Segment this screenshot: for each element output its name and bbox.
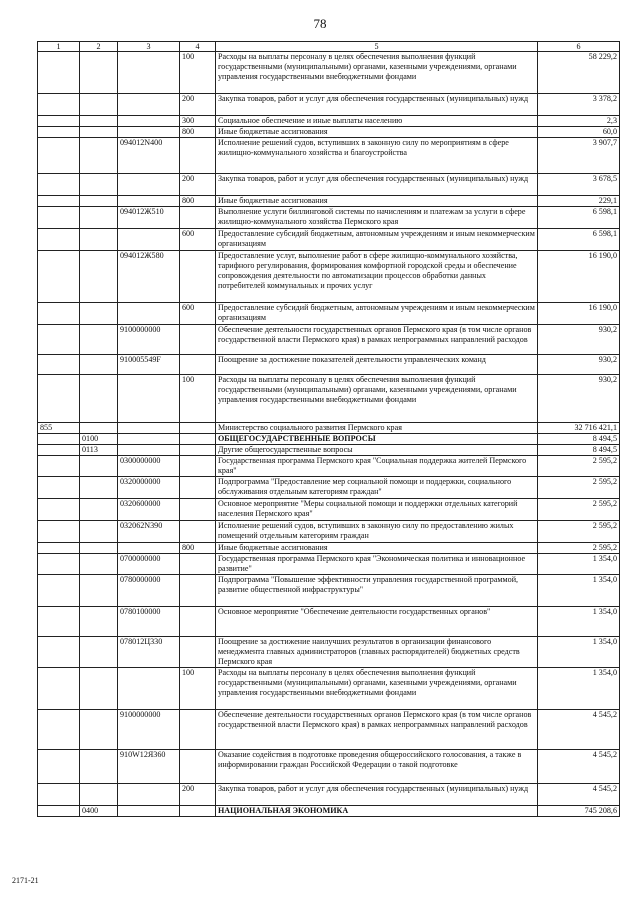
- cell-c4: [180, 477, 216, 499]
- cell-c5: Расходы на выплаты персоналу в целях обеспечения выполнения функций государственными (муниципальными) органами, казенными учреждениями, органами управления государственными внебюджетными фондами: [216, 375, 538, 423]
- table-row: [38, 575, 620, 607]
- cell-c2: [80, 207, 118, 229]
- table-row: [38, 138, 620, 174]
- cell-c5: Выполнение услуги биллинговой системы по начислениям и платежам за услуги в сфере жилищно-коммунального хозяйства Пермского края: [216, 207, 538, 229]
- cell-c4: 600: [180, 229, 216, 251]
- cell-c3: 032062N390: [118, 521, 180, 543]
- table-row: [38, 477, 620, 499]
- cell-c3: [118, 423, 180, 434]
- cell-c4: 600: [180, 303, 216, 325]
- cell-c5: Министерство социального развития Пермского края: [216, 423, 538, 434]
- cell-c6: 2,3: [538, 116, 620, 127]
- cell-c4: [180, 521, 216, 543]
- cell-c6: 3 678,5: [538, 174, 620, 196]
- cell-c5: Государственная программа Пермского края "Экономическая политика и инновационное развитие": [216, 554, 538, 575]
- cell-c5: Закупка товаров, работ и услуг для обеспечения государственных (муниципальных) нужд: [216, 94, 538, 116]
- cell-c6: 2 595,2: [538, 477, 620, 499]
- cell-c2: [80, 127, 118, 138]
- column-header: 2: [80, 42, 118, 52]
- cell-c2: [80, 375, 118, 423]
- cell-c5: Оказание содействия в подготовке проведения общероссийского голосования, а также в информировании граждан Российской Федерации о такой подготовке: [216, 750, 538, 784]
- cell-c5: Иные бюджетные ассигнования: [216, 196, 538, 207]
- cell-c1: [38, 196, 80, 207]
- cell-c2: [80, 477, 118, 499]
- cell-c3: [118, 668, 180, 710]
- cell-c1: [38, 116, 80, 127]
- cell-c3: [118, 116, 180, 127]
- cell-c2: [80, 575, 118, 607]
- cell-c4: 800: [180, 127, 216, 138]
- table-row: [38, 196, 620, 207]
- cell-c6: 1 354,0: [538, 668, 620, 710]
- cell-c1: [38, 207, 80, 229]
- cell-c5: Закупка товаров, работ и услуг для обеспечения государственных (муниципальных) нужд: [216, 174, 538, 196]
- cell-c2: [80, 499, 118, 521]
- column-header: 4: [180, 42, 216, 52]
- cell-c5: Социальное обеспечение и иные выплаты населению: [216, 116, 538, 127]
- cell-c2: [80, 784, 118, 806]
- cell-c2: [80, 325, 118, 355]
- cell-c3: 0320600000: [118, 499, 180, 521]
- table-row: [38, 52, 620, 94]
- table-row: [38, 303, 620, 325]
- budget-table: [37, 41, 620, 817]
- cell-c5: Подпрограмма "Повышение эффективности управления государственной программой, развитие общественной инфраструктуры": [216, 575, 538, 607]
- column-header: 6: [538, 42, 620, 52]
- cell-c4: 300: [180, 116, 216, 127]
- page-number: 78: [313, 16, 327, 31]
- cell-c4: 200: [180, 94, 216, 116]
- cell-c4: 800: [180, 196, 216, 207]
- cell-c3: [118, 303, 180, 325]
- cell-c5: Иные бюджетные ассигнования: [216, 543, 538, 554]
- cell-c6: 3 907,7: [538, 138, 620, 174]
- table-row: [38, 456, 620, 477]
- cell-c2: [80, 251, 118, 303]
- cell-c6: 1 354,0: [538, 554, 620, 575]
- cell-c5: НАЦИОНАЛЬНАЯ ЭКОНОМИКА: [216, 806, 538, 817]
- cell-c6: 930,2: [538, 375, 620, 423]
- cell-c1: [38, 607, 80, 637]
- cell-c3: 0700000000: [118, 554, 180, 575]
- cell-c6: 4 545,2: [538, 750, 620, 784]
- cell-c2: [80, 607, 118, 637]
- cell-c1: [38, 375, 80, 423]
- header-row: [38, 42, 620, 52]
- cell-c1: [38, 138, 80, 174]
- cell-c3: 0780000000: [118, 575, 180, 607]
- cell-c1: [38, 806, 80, 817]
- cell-c4: [180, 355, 216, 375]
- cell-c1: [38, 52, 80, 94]
- cell-c4: [180, 251, 216, 303]
- cell-c4: [180, 554, 216, 575]
- cell-c6: 229,1: [538, 196, 620, 207]
- cell-c1: [38, 554, 80, 575]
- cell-c3: [118, 445, 180, 456]
- cell-c6: 16 190,0: [538, 251, 620, 303]
- cell-c5: ОБЩЕГОСУДАРСТВЕННЫЕ ВОПРОСЫ: [216, 434, 538, 445]
- cell-c1: [38, 325, 80, 355]
- cell-c4: [180, 806, 216, 817]
- cell-c2: [80, 196, 118, 207]
- cell-c3: 094012N400: [118, 138, 180, 174]
- cell-c2: [80, 456, 118, 477]
- cell-c5: Предоставление услуг, выполнение работ в сфере жилищно-коммунального хозяйства, тарифного регулирования, формирования комфортной городской среды и обеспечение сопровождения деятельности по автоматизации процессов обработки данных потребителей коммунальных и прочих услуг: [216, 251, 538, 303]
- table-row: [38, 94, 620, 116]
- cell-c1: [38, 637, 80, 668]
- cell-c4: 100: [180, 668, 216, 710]
- cell-c6: 2 595,2: [538, 543, 620, 554]
- cell-c6: 4 545,2: [538, 710, 620, 750]
- cell-c6: 4 545,2: [538, 784, 620, 806]
- cell-c3: 0300000000: [118, 456, 180, 477]
- cell-c1: [38, 499, 80, 521]
- table-row: [38, 423, 620, 434]
- table-row: [38, 750, 620, 784]
- cell-c4: [180, 423, 216, 434]
- cell-c2: [80, 710, 118, 750]
- cell-c2: [80, 174, 118, 196]
- table-row: [38, 445, 620, 456]
- cell-c2: [80, 423, 118, 434]
- cell-c3: 094012Ж580: [118, 251, 180, 303]
- cell-c3: [118, 375, 180, 423]
- cell-c6: 60,0: [538, 127, 620, 138]
- cell-c3: 910W12Я360: [118, 750, 180, 784]
- cell-c3: [118, 196, 180, 207]
- cell-c6: 1 354,0: [538, 607, 620, 637]
- cell-c6: 930,2: [538, 355, 620, 375]
- table-row: [38, 543, 620, 554]
- cell-c4: [180, 456, 216, 477]
- cell-c1: [38, 477, 80, 499]
- cell-c6: 2 595,2: [538, 456, 620, 477]
- cell-c2: [80, 543, 118, 554]
- cell-c3: 078012Ц330: [118, 637, 180, 668]
- cell-c6: 745 208,6: [538, 806, 620, 817]
- cell-c3: 0780100000: [118, 607, 180, 637]
- cell-c4: [180, 607, 216, 637]
- document-code: 2171-21: [12, 876, 39, 885]
- cell-c2: [80, 138, 118, 174]
- cell-c5: Другие общегосударственные вопросы: [216, 445, 538, 456]
- cell-c3: [118, 434, 180, 445]
- cell-c1: [38, 127, 80, 138]
- table-row: [38, 521, 620, 543]
- cell-c3: 094012Ж510: [118, 207, 180, 229]
- cell-c3: 0320000000: [118, 477, 180, 499]
- table-row: [38, 174, 620, 196]
- cell-c4: [180, 710, 216, 750]
- table-row: [38, 127, 620, 138]
- cell-c2: [80, 303, 118, 325]
- cell-c5: Основное мероприятие "Меры социальной помощи и поддержки отдельных категорий населения Пермского края": [216, 499, 538, 521]
- table-row: [38, 116, 620, 127]
- cell-c3: 910005549F: [118, 355, 180, 375]
- cell-c5: Поощрение за достижение наилучших результатов в организации финансового менеджмента главных администраторов (главных распорядителей) бюджетных средств Пермского края: [216, 637, 538, 668]
- cell-c3: [118, 543, 180, 554]
- cell-c3: [118, 94, 180, 116]
- table-row: [38, 554, 620, 575]
- cell-c5: Подпрограмма "Предоставление мер социальной помощи и поддержки, социального обслуживания отдельным категориям граждан": [216, 477, 538, 499]
- cell-c2: [80, 94, 118, 116]
- cell-c1: [38, 668, 80, 710]
- cell-c2: 0113: [80, 445, 118, 456]
- column-header: 1: [38, 42, 80, 52]
- cell-c1: [38, 174, 80, 196]
- cell-c2: 0400: [80, 806, 118, 817]
- cell-c1: [38, 575, 80, 607]
- cell-c4: [180, 138, 216, 174]
- cell-c6: 3 378,2: [538, 94, 620, 116]
- table-row: [38, 668, 620, 710]
- cell-c1: 855: [38, 423, 80, 434]
- table-row: [38, 251, 620, 303]
- table-row: [38, 499, 620, 521]
- table-row: [38, 325, 620, 355]
- cell-c2: [80, 750, 118, 784]
- cell-c6: 2 595,2: [538, 499, 620, 521]
- table-row: [38, 637, 620, 668]
- cell-c2: [80, 521, 118, 543]
- cell-c5: Закупка товаров, работ и услуг для обеспечения государственных (муниципальных) нужд: [216, 784, 538, 806]
- cell-c4: 800: [180, 543, 216, 554]
- table-row: [38, 375, 620, 423]
- table-row: [38, 207, 620, 229]
- table-row: [38, 607, 620, 637]
- cell-c1: [38, 750, 80, 784]
- cell-c3: [118, 52, 180, 94]
- cell-c1: [38, 94, 80, 116]
- cell-c3: 9100000000: [118, 710, 180, 750]
- cell-c5: Основное мероприятие "Обеспечение деятельности государственных органов": [216, 607, 538, 637]
- table-row: [38, 784, 620, 806]
- cell-c4: [180, 325, 216, 355]
- cell-c5: Иные бюджетные ассигнования: [216, 127, 538, 138]
- cell-c6: 2 595,2: [538, 521, 620, 543]
- table-row: [38, 229, 620, 251]
- cell-c5: Расходы на выплаты персоналу в целях обеспечения выполнения функций государственными (муниципальными) органами, казенными учреждениями, органами управления государственными внебюджетными фондами: [216, 52, 538, 94]
- cell-c4: [180, 207, 216, 229]
- cell-c1: [38, 434, 80, 445]
- cell-c4: [180, 750, 216, 784]
- cell-c4: [180, 445, 216, 456]
- cell-c5: Поощрение за достижение показателей деятельности управленческих команд: [216, 355, 538, 375]
- cell-c2: [80, 668, 118, 710]
- cell-c3: [118, 174, 180, 196]
- cell-c2: [80, 355, 118, 375]
- cell-c1: [38, 456, 80, 477]
- column-header: 3: [118, 42, 180, 52]
- cell-c4: 200: [180, 174, 216, 196]
- cell-c4: [180, 637, 216, 668]
- cell-c5: Предоставление субсидий бюджетным, автономным учреждениям и иным некоммерческим организациям: [216, 229, 538, 251]
- cell-c6: 1 354,0: [538, 575, 620, 607]
- cell-c2: 0100: [80, 434, 118, 445]
- cell-c1: [38, 543, 80, 554]
- column-header: 5: [216, 42, 538, 52]
- cell-c1: [38, 784, 80, 806]
- cell-c5: Государственная программа Пермского края "Социальная поддержка жителей Пермского края": [216, 456, 538, 477]
- cell-c1: [38, 445, 80, 456]
- cell-c1: [38, 303, 80, 325]
- table-row: [38, 710, 620, 750]
- cell-c6: 8 494,5: [538, 434, 620, 445]
- cell-c6: 32 716 421,1: [538, 423, 620, 434]
- cell-c5: Исполнение решений судов, вступивших в законную силу по мероприятиям в сфере жилищно-коммунального хозяйства и благоустройства: [216, 138, 538, 174]
- cell-c4: [180, 434, 216, 445]
- cell-c3: [118, 806, 180, 817]
- cell-c4: 100: [180, 52, 216, 94]
- cell-c2: [80, 637, 118, 668]
- table-row: [38, 806, 620, 817]
- cell-c3: [118, 784, 180, 806]
- cell-c2: [80, 116, 118, 127]
- cell-c6: 16 190,0: [538, 303, 620, 325]
- cell-c3: [118, 229, 180, 251]
- cell-c3: [118, 127, 180, 138]
- cell-c6: 6 598,1: [538, 229, 620, 251]
- cell-c6: 58 229,2: [538, 52, 620, 94]
- cell-c3: 9100000000: [118, 325, 180, 355]
- table-row: [38, 355, 620, 375]
- cell-c5: Обеспечение деятельности государственных органов Пермского края (в том числе органов государственной власти Пермского края) в рамках непрограммных направлений расходов: [216, 710, 538, 750]
- cell-c2: [80, 229, 118, 251]
- cell-c4: [180, 575, 216, 607]
- cell-c6: 930,2: [538, 325, 620, 355]
- cell-c5: Предоставление субсидий бюджетным, автономным учреждениям и иным некоммерческим организациям: [216, 303, 538, 325]
- cell-c6: 8 494,5: [538, 445, 620, 456]
- table-row: [38, 434, 620, 445]
- cell-c6: 1 354,0: [538, 637, 620, 668]
- cell-c4: 100: [180, 375, 216, 423]
- cell-c5: Расходы на выплаты персоналу в целях обеспечения выполнения функций государственными (муниципальными) органами, казенными учреждениями, органами управления государственными внебюджетными фондами: [216, 668, 538, 710]
- cell-c1: [38, 355, 80, 375]
- cell-c2: [80, 554, 118, 575]
- cell-c2: [80, 52, 118, 94]
- cell-c5: Исполнение решений судов, вступивших в законную силу по предоставлению жилых помещений отдельным категориям граждан: [216, 521, 538, 543]
- cell-c1: [38, 710, 80, 750]
- cell-c1: [38, 229, 80, 251]
- cell-c4: [180, 499, 216, 521]
- cell-c6: 6 598,1: [538, 207, 620, 229]
- cell-c1: [38, 521, 80, 543]
- cell-c1: [38, 251, 80, 303]
- cell-c4: 200: [180, 784, 216, 806]
- cell-c5: Обеспечение деятельности государственных органов Пермского края (в том числе органов государственной власти Пермского края) в рамках непрограммных направлений расходов: [216, 325, 538, 355]
